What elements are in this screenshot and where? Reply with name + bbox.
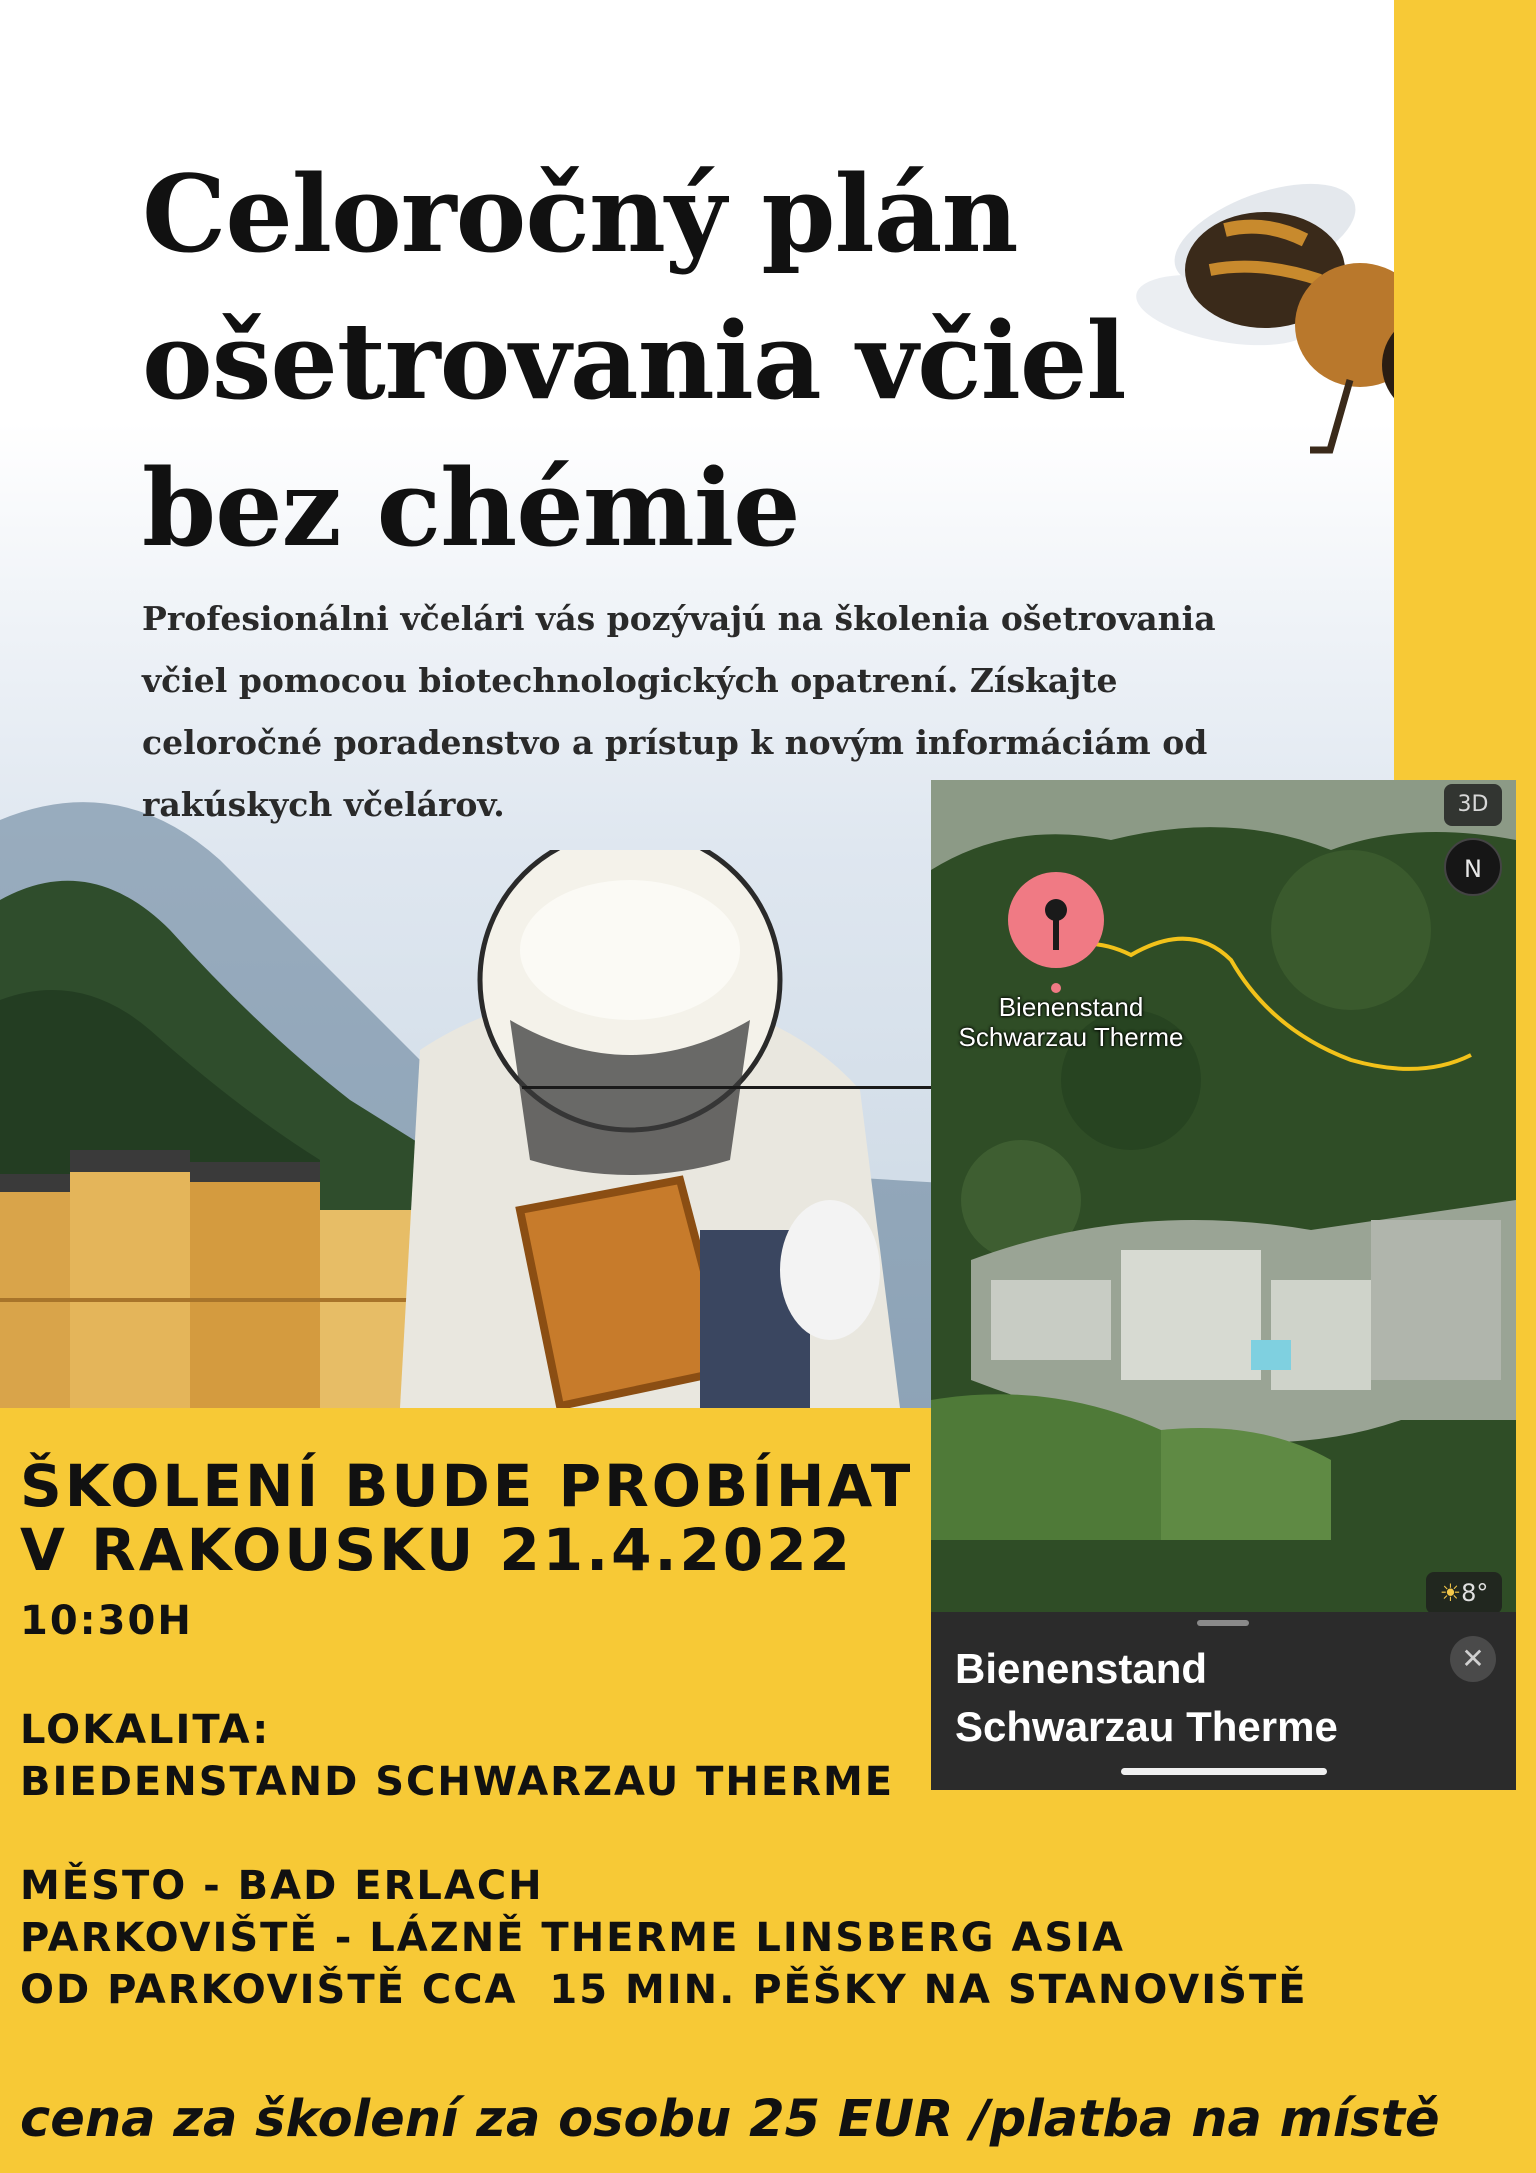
temperature-value: 8° xyxy=(1461,1579,1489,1607)
location-label: LOKALITA: xyxy=(20,1707,271,1753)
close-icon[interactable]: ✕ xyxy=(1450,1636,1496,1682)
page-title: Celoročný plán ošetrovania včiel bez chémie xyxy=(142,151,1126,570)
pin-label-line-2: Schwarzau Therme xyxy=(958,1022,1184,1052)
pin-label-line-1: Bienenstand xyxy=(998,992,1144,1022)
weather-badge xyxy=(1426,1572,1502,1614)
sun-icon: ☀ xyxy=(1439,1579,1462,1607)
location-value: BIEDENSTAND SCHWARZAU THERME xyxy=(20,1759,895,1805)
intro-text: Profesionálni včelári vás pozývajú na školenia ošetrovania včiel pomocou biotechnologických opatrení. Získajte celoročné poradenstvo a prístup k novým informáciám od rakúskych včelárov. xyxy=(142,599,1216,824)
parking-line: PARKOVIŠTĚ - LÁZNĚ THERME LINSBERG ASIA xyxy=(20,1915,1125,1961)
bee-icon xyxy=(1130,150,1394,480)
city-line: MĚSTO - BAD ERLACH xyxy=(20,1863,544,1909)
place-title-line-1: Bienenstand xyxy=(955,1645,1208,1692)
walking-distance-line: OD PARKOVIŠTĚ CCA 15 MIN. PĚŠKY NA STANOVIŠTĚ xyxy=(20,1967,1308,2013)
price-line: cena za školení za osobu 25 EUR /platba na místě xyxy=(20,2090,1440,2149)
map-pin-label xyxy=(931,992,1211,1052)
map-3d-button[interactable]: 3D xyxy=(1444,784,1502,826)
event-headline: ŠKOLENÍ BUDE PROBÍHAT V RAKOUSKU 21.4.2022 xyxy=(20,1452,914,1584)
event-time: 10:30H xyxy=(20,1598,193,1644)
beekeeper-illustration xyxy=(360,850,920,1408)
map-pointer-line xyxy=(522,1086,932,1089)
compass-icon[interactable]: N xyxy=(1444,838,1502,896)
place-title-line-2: Schwarzau Therme xyxy=(955,1703,1338,1750)
yellow-side-stripe xyxy=(1394,0,1536,790)
